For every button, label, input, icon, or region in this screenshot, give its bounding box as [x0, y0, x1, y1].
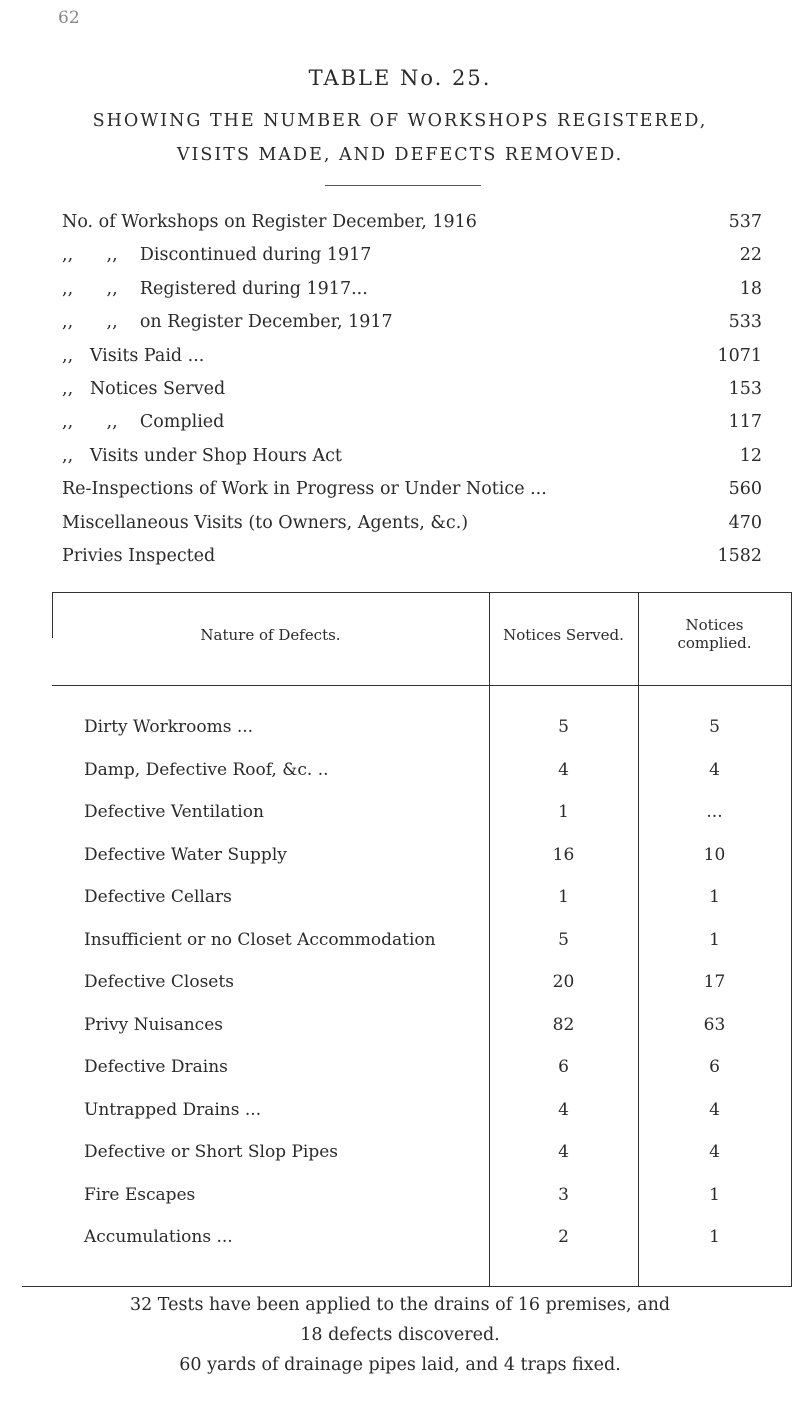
summary-row [62, 379, 762, 405]
subtitle-line-2: VISITS MADE, AND DEFECTS REMOVED. [176, 145, 624, 165]
notices-served-value: 1 [558, 802, 569, 822]
summary-value: 533 [728, 312, 762, 333]
defect-nature: Defective Drains [84, 1057, 228, 1077]
summary-row [62, 212, 762, 238]
table-top-rule [52, 592, 792, 593]
header-served: Notices Served. [503, 626, 624, 644]
header-complied-line: Notices [685, 616, 744, 634]
defect-nature: Accumulations ... [84, 1227, 233, 1247]
defect-nature: Defective Water Supply [84, 844, 287, 865]
summary-value: 1071 [717, 345, 762, 366]
notices-complied-value: 4 [709, 1142, 720, 1162]
summary-label: ,, Notices Served [62, 379, 226, 399]
summary-row [62, 312, 762, 338]
defect-nature: Damp, Defective Roof, &c. .. [84, 759, 329, 780]
summary-label: ,, ,, Discontinued during 1917 [62, 245, 372, 266]
summary-label: ,, ,, Registered during 1917... [62, 278, 368, 299]
column-divider [638, 592, 639, 1286]
summary-label: ,, ,, on Register December, 1917 [62, 312, 393, 333]
notices-complied-value: 1 [709, 1184, 720, 1205]
summary-label: Privies Inspected [62, 546, 216, 566]
summary-row [62, 412, 762, 438]
footer-line-1: 32 Tests have been applied to the drains of 16 premises, and [129, 1295, 671, 1315]
defect-nature: Fire Escapes [84, 1184, 196, 1205]
defect-nature: Dirty Workrooms ... [84, 717, 254, 737]
table-title: TABLE No. 25. [308, 66, 492, 90]
summary-value: 12 [739, 445, 762, 466]
defects-table [52, 592, 792, 1287]
notices-complied-value: 5 [709, 717, 720, 737]
summary-row [62, 446, 762, 472]
title-rule [325, 185, 481, 186]
notices-served-value: 16 [552, 844, 575, 865]
page-number: 62 [58, 8, 80, 28]
notices-served-value: 5 [558, 929, 569, 950]
summary-value: 18 [739, 278, 762, 299]
notices-served-value: 82 [552, 1014, 575, 1035]
summary-label: Re-Inspections of Work in Progress or Under Notice ... [62, 479, 547, 500]
notices-served-value: 4 [558, 1142, 569, 1162]
defect-nature: Privy Nuisances [84, 1014, 223, 1035]
summary-value: 117 [728, 412, 762, 433]
summary-label: Miscellaneous Visits (to Owners, Agents, &c.) [62, 512, 469, 533]
defect-nature: Untrapped Drains ... [84, 1099, 262, 1120]
notices-served-value: 4 [558, 1099, 569, 1120]
notices-served-value: 3 [558, 1184, 569, 1205]
notices-served-value: 2 [558, 1227, 569, 1247]
summary-row [62, 479, 762, 505]
summary-value: 560 [728, 479, 762, 500]
summary-row [62, 513, 762, 539]
summary-label: ,, ,, Complied [62, 412, 225, 433]
notices-complied-value: ... [706, 802, 723, 822]
defect-nature: Defective Cellars [84, 887, 232, 907]
summary-row [62, 245, 762, 271]
notices-served-value: 4 [558, 759, 569, 780]
summary-value: 1582 [717, 546, 762, 566]
summary-value: 153 [728, 379, 762, 399]
header-bottom-rule [52, 685, 792, 686]
notices-complied-value: 1 [709, 929, 720, 950]
notices-complied-value: 17 [703, 972, 726, 992]
notices-complied-value: 6 [709, 1057, 720, 1077]
summary-row [62, 546, 762, 572]
summary-label: ,, Visits under Shop Hours Act [62, 445, 342, 466]
notices-served-value: 5 [558, 717, 569, 737]
defect-nature: Insufficient or no Closet Accommodation [84, 929, 436, 950]
notices-complied-value: 63 [703, 1014, 726, 1035]
notices-served-value: 1 [558, 887, 569, 907]
notices-complied-value: 10 [703, 844, 726, 865]
footer-line-3: 60 yards of drainage pipes laid, and 4 traps fixed. [179, 1355, 621, 1375]
defect-nature: Defective Closets [84, 972, 234, 992]
column-divider [791, 592, 792, 1286]
notices-served-value: 6 [558, 1057, 569, 1077]
defect-nature: Defective or Short Slop Pipes [84, 1142, 339, 1162]
notices-served-value: 20 [552, 972, 575, 992]
notices-complied-value: 4 [709, 1099, 720, 1120]
header-complied [638, 616, 791, 652]
notices-complied-value: 1 [709, 887, 720, 907]
summary-value: 537 [728, 212, 762, 232]
subtitle-line-1: SHOWING THE NUMBER OF WORKSHOPS REGISTERED, [92, 111, 708, 131]
footer-line-2: 18 defects discovered. [300, 1325, 500, 1345]
notices-complied-value: 4 [709, 759, 720, 780]
notices-complied-value: 1 [709, 1227, 720, 1247]
summary-row [62, 279, 762, 305]
header-complied-line: complied. [677, 634, 752, 652]
summary-value: 22 [739, 245, 762, 266]
defect-nature: Defective Ventilation [84, 802, 264, 822]
summary-value: 470 [728, 512, 762, 533]
header-nature: Nature of Defects. [200, 626, 341, 644]
summary-label: No. of Workshops on Register December, 1916 [62, 212, 477, 232]
summary-row [62, 346, 762, 372]
table-bottom-rule [22, 1286, 792, 1287]
column-divider [489, 592, 490, 1286]
summary-label: ,, Visits Paid ... [62, 345, 205, 366]
